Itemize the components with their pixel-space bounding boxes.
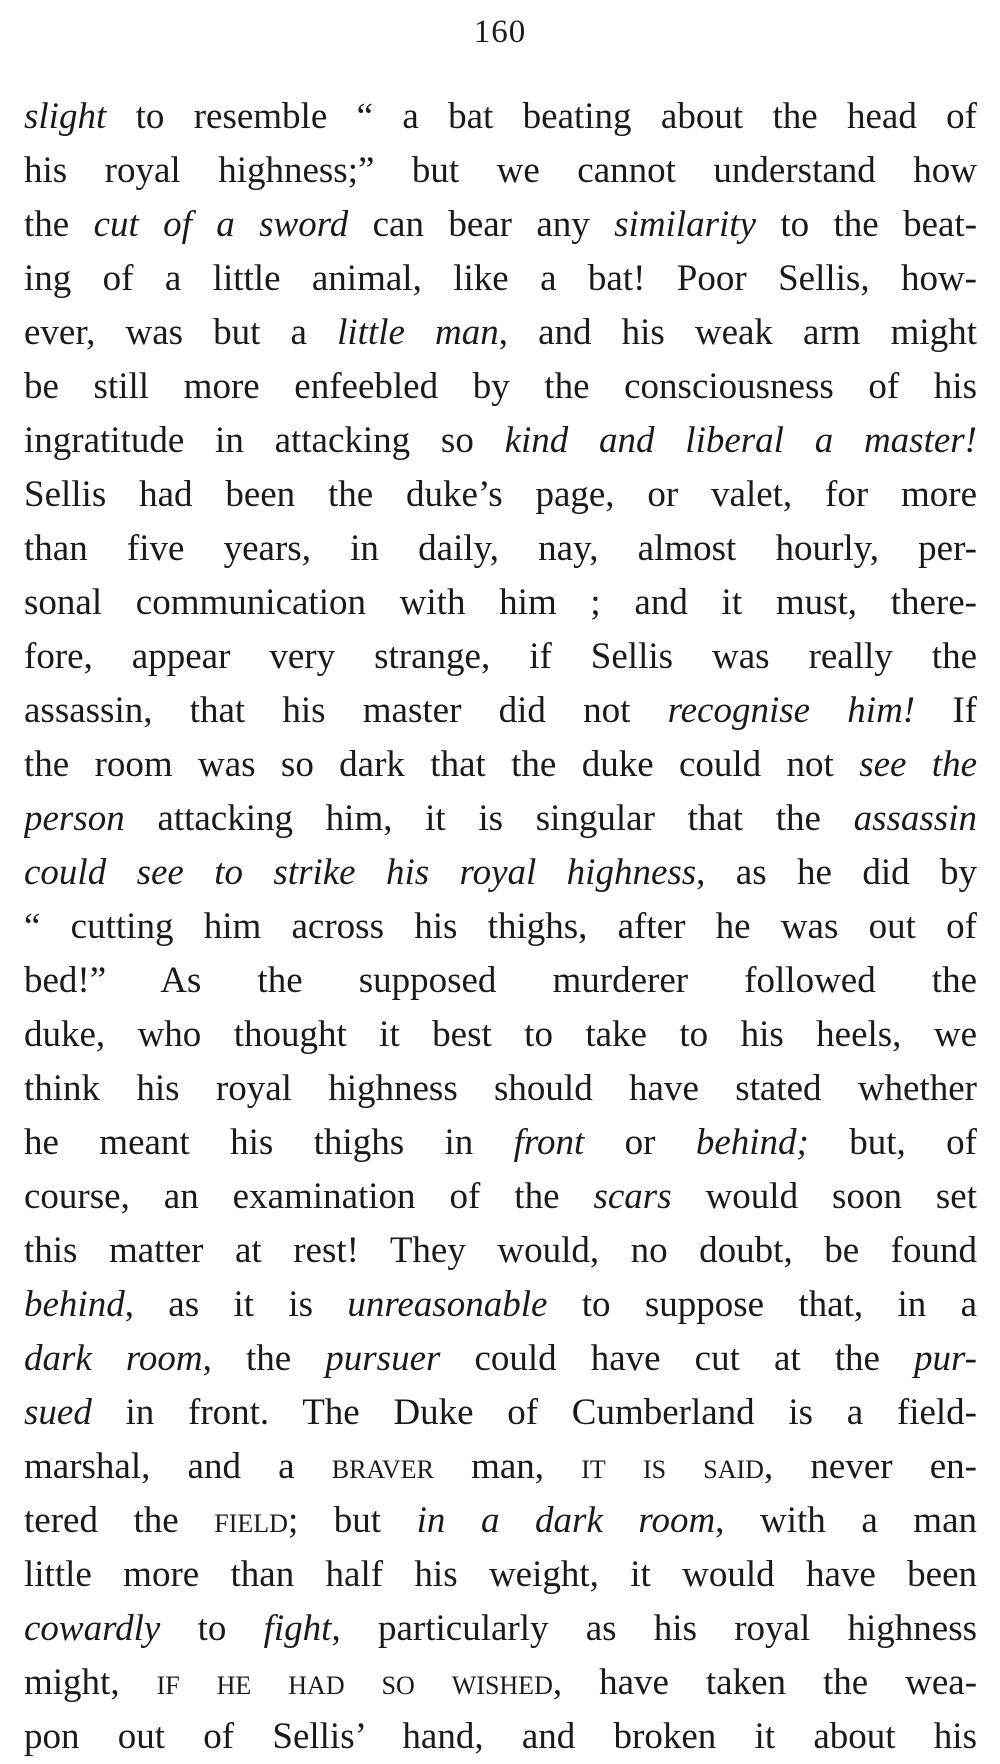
small-caps-text: if he had so wished [156,1662,553,1703]
text-segment: pon out of Sellis’ hand, and broken it about his [24,1716,977,1757]
text-segment: Sellis had been the duke’s page, or valet, for more [24,474,977,515]
italic-text: recognise him! [667,690,916,731]
text-segment: “ cutting him across his thighs, after he was out of [24,906,977,947]
italic-text: in a dark room [416,1500,716,1541]
text-line [24,414,977,468]
text-segment: , with a man [715,1500,977,1541]
italic-text: cut of a sword [93,204,349,245]
text-segment: he meant his thighs in [24,1122,514,1163]
text-segment: to the beat- [756,204,977,245]
italic-text: see the [859,744,977,785]
body-text [24,90,977,1764]
italic-text: sued [24,1392,92,1433]
text-segment: would soon set [671,1176,977,1217]
text-line [24,1170,977,1224]
text-line [24,1062,977,1116]
text-segment: ing of a little animal, like a bat! Poor Sellis, how- [24,258,977,299]
text-line [24,90,977,144]
text-segment: in front. The Duke of Cumberland is a field- [91,1392,977,1433]
text-line [24,252,977,306]
text-segment: man, [433,1446,582,1487]
text-segment: tered the [24,1500,215,1541]
text-line [24,792,977,846]
italic-text: slight [24,96,107,137]
text-segment: , the [202,1338,326,1379]
text-segment: to suppose that, in a [547,1284,977,1325]
text-line [24,1332,977,1386]
text-segment: than five years, in daily, nay, almost hourly, per- [24,528,977,569]
text-segment: attacking him, it is singular that the [124,798,854,839]
text-segment: to resemble “ a bat beating about the head of [106,96,977,137]
italic-text: person [24,798,125,839]
text-line [24,738,977,792]
text-segment: ingratitude in attacking so [24,420,505,461]
small-caps-text: braver [331,1446,434,1487]
text-segment: , and his weak arm might [498,312,977,353]
text-line [24,1602,977,1656]
text-line [24,684,977,738]
text-segment: his royal highness;” but we cannot understand how [24,150,977,191]
text-segment: the [24,204,94,245]
text-segment: can bear any [348,204,615,245]
text-segment: or [584,1122,696,1163]
small-caps-text: field [214,1500,288,1541]
text-line [24,1224,977,1278]
text-segment: , particularly as his royal highness [331,1608,977,1649]
italic-text: pur- [914,1338,977,1379]
italic-text: cowardly [24,1608,161,1649]
text-line [24,1116,977,1170]
text-segment: ever, was but a [24,312,338,353]
text-segment: think his royal highness should have stated whether [24,1068,977,1109]
text-line [24,1440,977,1494]
text-line [24,576,977,630]
text-line [24,360,977,414]
page-number: 160 [473,14,527,50]
text-line [24,144,977,198]
text-segment: ; but [287,1500,417,1541]
text-segment: course, an examination of the [24,1176,594,1217]
text-line [24,1278,977,1332]
text-line [24,198,977,252]
italic-text: front [513,1122,585,1163]
text-line [24,306,977,360]
text-segment: If [915,690,977,731]
italic-text: dark room [24,1338,203,1379]
text-segment: , as he did by [696,852,977,893]
text-line [24,900,977,954]
italic-text: kind and liberal a master! [504,420,977,461]
text-segment: , never en- [763,1446,977,1487]
text-segment: but, of [808,1122,977,1163]
italic-text: could see to strike his royal highness [24,852,697,893]
text-segment: be still more enfeebled by the consciousness of his [24,366,977,407]
text-segment: the room was so dark that the duke could not [24,744,860,785]
text-segment: this matter at rest! They would, no doubt, be found [24,1230,977,1271]
italic-text: assassin [853,798,977,839]
text-line [24,954,977,1008]
text-segment: , as it is [124,1284,348,1325]
text-segment: might, [24,1662,157,1703]
text-line [24,846,977,900]
italic-text: little man [337,312,499,353]
text-segment: duke, who thought it best to take to his heels, we [24,1014,977,1055]
text-segment: little more than half his weight, it would have been [24,1554,977,1595]
italic-text: behind [24,1284,125,1325]
text-segment: marshal, and a [24,1446,332,1487]
italic-text: scars [593,1176,672,1217]
italic-text: behind; [695,1122,809,1163]
text-line [24,522,977,576]
text-line [24,1656,977,1710]
text-segment: assassin, that his master did not [24,690,668,731]
text-line [24,468,977,522]
italic-text: unreasonable [347,1284,548,1325]
text-line [24,1386,977,1440]
text-line [24,1008,977,1062]
text-segment: , have taken the wea- [552,1662,977,1703]
text-line [24,1548,977,1602]
text-segment: sonal communication with him ; and it must, there- [24,582,977,623]
small-caps-text: it is said [581,1446,764,1487]
text-segment: bed!” As the supposed murderer followed the [24,960,977,1001]
text-segment: to [160,1608,264,1649]
text-line [24,1494,977,1548]
text-line [24,1710,977,1764]
italic-text: similarity [614,204,756,245]
italic-text: pursuer [325,1338,441,1379]
italic-text: fight [263,1608,332,1649]
text-segment: could have cut at the [440,1338,915,1379]
text-line [24,630,977,684]
text-segment: fore, appear very strange, if Sellis was really the [24,636,977,677]
